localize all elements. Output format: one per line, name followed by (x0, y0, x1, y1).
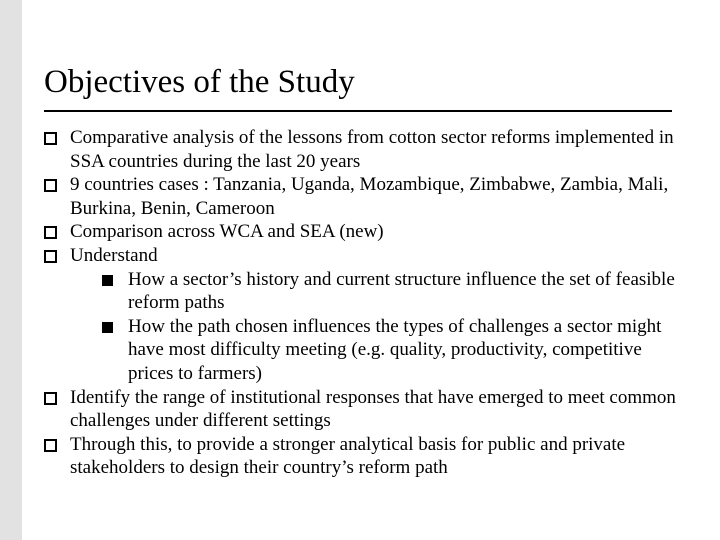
sub-bullet-item (44, 268, 684, 315)
open-box-bullet-icon (44, 392, 57, 405)
bullet-text: Identify the range of institutional responses that have emerged to meet common challenges under different settings (70, 386, 676, 432)
sub-bullet-item (44, 315, 684, 386)
open-box-bullet-icon (44, 226, 57, 239)
bullet-text: Comparative analysis of the lessons from cotton sector reforms implemented in SSA countries during the last 20 years (70, 127, 674, 172)
open-box-bullet-icon (44, 179, 57, 192)
sub-bullet-text: How the path chosen influences the types of challenges a sector might have most difficulty meeting (e.g. quality, productivity, competitive prices to farmers) (128, 315, 662, 384)
filled-square-bullet-icon (102, 275, 113, 286)
bullet-item (44, 126, 684, 173)
bullet-text: Understand (70, 244, 158, 266)
open-box-bullet-icon (44, 250, 57, 263)
decorative-side-bar (0, 0, 22, 540)
bullet-item (44, 244, 684, 268)
bullet-item (44, 433, 684, 480)
open-box-bullet-icon (44, 439, 57, 452)
bullet-item (44, 173, 684, 220)
bullet-item (44, 386, 684, 433)
bullet-text: Through this, to provide a stronger analytical basis for public and private stakeholders to design their country’s reform path (70, 433, 626, 479)
filled-square-bullet-icon (102, 322, 113, 333)
bullet-list (44, 126, 684, 480)
title-underline (44, 110, 672, 112)
open-box-bullet-icon (44, 132, 57, 145)
sub-bullet-text: How a sector’s history and current structure influence the set of feasible reform paths (128, 268, 675, 314)
bullet-item (44, 220, 684, 244)
slide-title: Objectives of the Study (44, 64, 355, 100)
bullet-text: 9 countries cases : Tanzania, Uganda, Mozambique, Zimbabwe, Zambia, Mali, Burkina, Benin, Cameroon (70, 174, 669, 219)
bullet-text: Comparison across WCA and SEA (new) (70, 221, 384, 243)
